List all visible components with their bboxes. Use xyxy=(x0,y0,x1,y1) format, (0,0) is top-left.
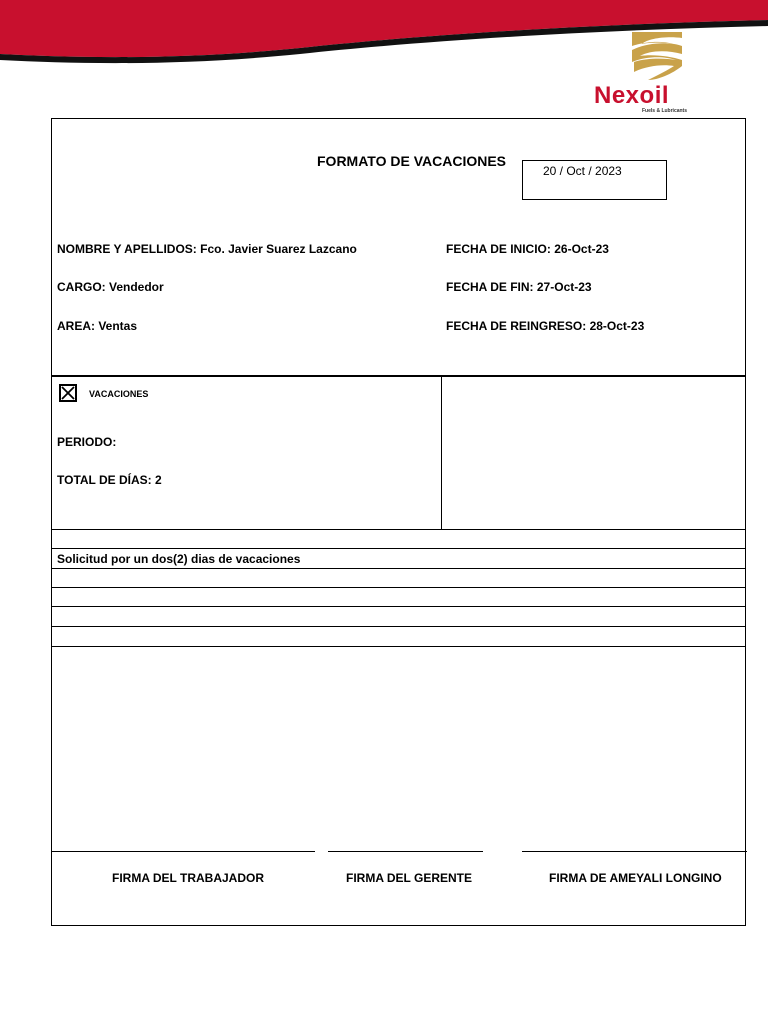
request-text: Solicitud por un dos(2) dias de vacaciones xyxy=(57,552,301,566)
company-logo xyxy=(570,28,730,120)
total-days: TOTAL DE DÍAS: 2 xyxy=(57,473,162,487)
manager-signature-line xyxy=(328,851,483,852)
row-line xyxy=(52,646,745,647)
manager-signature-label: FIRMA DEL GERENTE xyxy=(346,871,473,885)
employee-name: NOMBRE Y APELLIDOS: Fco. Javier Suarez Lazcano xyxy=(57,242,357,256)
row-line xyxy=(52,529,745,530)
vacation-checkbox-label: VACACIONES xyxy=(89,389,149,399)
section-divider xyxy=(52,375,745,377)
logo-wordmark: Nexoil xyxy=(594,82,670,109)
row-line xyxy=(52,626,745,627)
check-x-icon xyxy=(61,386,75,400)
employee-position: CARGO: Vendedor xyxy=(57,280,164,294)
column-divider xyxy=(441,375,442,529)
end-date: FECHA DE FIN: 27-Oct-23 xyxy=(446,280,592,294)
logo-emblem-icon xyxy=(628,30,686,84)
request-date-box xyxy=(522,160,667,200)
ameyali-signature-label: FIRMA DE AMEYALI LONGINO xyxy=(549,871,722,885)
return-date: FECHA DE REINGRESO: 28-Oct-23 xyxy=(446,319,645,333)
vacation-checkbox[interactable] xyxy=(59,384,77,402)
request-date: 20 / Oct / 2023 xyxy=(543,164,622,178)
worker-signature-label: FIRMA DEL TRABAJADOR xyxy=(112,871,264,885)
row-line xyxy=(52,587,745,588)
form-title: FORMATO DE VACACIONES xyxy=(317,153,507,169)
row-line xyxy=(52,568,745,569)
row-line xyxy=(52,606,745,607)
period-label: PERIODO: xyxy=(57,435,117,449)
employee-area: AREA: Ventas xyxy=(57,319,138,333)
logo-tagline: Fuels & Lubricants xyxy=(642,108,688,114)
ameyali-signature-line xyxy=(522,851,747,852)
worker-signature-line xyxy=(52,851,315,852)
vacation-form xyxy=(51,118,746,926)
start-date: FECHA DE INICIO: 26-Oct-23 xyxy=(446,242,609,256)
row-line xyxy=(52,548,745,549)
